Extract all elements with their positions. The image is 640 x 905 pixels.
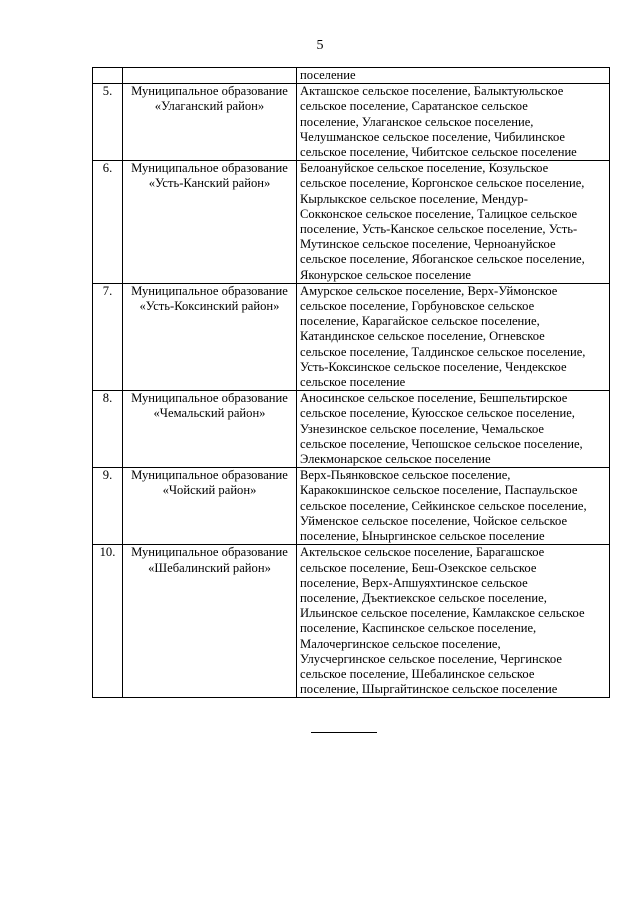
municipality-name-line: Муниципальное образование bbox=[131, 161, 288, 176]
settlements-line: Усть-Коксинское сельское поселение, Чендекское bbox=[300, 359, 567, 374]
settlements-line: Мутинское сельское поселение, Черноануйское bbox=[300, 237, 556, 252]
settlements-line: сельское поселение, Ябоганское сельское поселение, bbox=[300, 252, 585, 267]
settlements-line: Амурское сельское поселение, Верх-Уймонское bbox=[300, 283, 558, 298]
settlements-line: поселение bbox=[300, 68, 356, 82]
settlements-line: сельское поселение, Чепошское сельское поселение, bbox=[300, 436, 583, 451]
settlements-line: Катандинское сельское поселение, Огневское bbox=[300, 329, 545, 344]
end-rule bbox=[311, 732, 377, 733]
municipality-name bbox=[123, 468, 297, 545]
settlements-line: поселение, Дъектиекское сельское поселение, bbox=[300, 590, 547, 605]
settlements-line: Челушманское сельское поселение, Чибилинское bbox=[300, 129, 566, 144]
settlements-line: Ильинское сельское поселение, Камлакское сельское bbox=[300, 606, 585, 621]
table-row bbox=[93, 68, 610, 84]
table-row bbox=[93, 283, 610, 390]
municipal-table bbox=[92, 67, 610, 698]
settlements-line: Узнезинское сельское поселение, Чемальское bbox=[300, 421, 545, 436]
settlements-list bbox=[297, 161, 610, 284]
settlements-line: Уйменское сельское поселение, Чойское сельское bbox=[300, 513, 568, 528]
settlements-line: сельское поселение, Горбуновское сельское bbox=[300, 299, 535, 314]
settlements-line: поселение, Каспинское сельское поселение, bbox=[300, 621, 537, 636]
settlements-line: поселение, Карагайское сельское поселение, bbox=[300, 314, 540, 329]
settlements-line: поселение, Шыргайтинское сельское поселение bbox=[300, 682, 558, 697]
settlements-line: Сокконское сельское поселение, Талицкое сельское bbox=[300, 206, 578, 221]
settlements-line: Актельское сельское поселение, Барагашское bbox=[300, 545, 545, 560]
row-number: 9. bbox=[93, 468, 123, 545]
settlements-list bbox=[297, 545, 610, 698]
row-number: 6. bbox=[93, 161, 123, 284]
settlements-line: сельское поселение bbox=[300, 375, 406, 390]
row-number: 5. bbox=[93, 84, 123, 161]
settlements-list bbox=[297, 391, 610, 468]
settlements-line: Каракокшинское сельское поселение, Паспаульское bbox=[300, 483, 578, 498]
municipality-name-line: Муниципальное образование bbox=[131, 391, 288, 406]
settlements-line: поселение, Ыныргинское сельское поселение bbox=[300, 529, 545, 544]
settlements-line: сельское поселение, Чибитское сельское поселение bbox=[300, 145, 577, 160]
settlements-line: Элекмонарское сельское поселение bbox=[300, 452, 491, 467]
settlements-line: сельское поселение, Беш-Озекское сельское bbox=[300, 560, 537, 575]
settlements-line: сельское поселение, Саратанское сельское bbox=[300, 99, 528, 114]
settlements-line: сельское поселение, Куюсское сельское поселение, bbox=[300, 406, 575, 421]
settlements-line: Аносинское сельское поселение, Бешпельтирское bbox=[300, 391, 568, 406]
page-number: 5 bbox=[316, 38, 324, 53]
municipality-name bbox=[123, 283, 297, 390]
municipality-name-line: «Чойский район» bbox=[162, 483, 257, 498]
municipality-name-line: «Чемальский район» bbox=[153, 406, 266, 421]
settlements-list bbox=[297, 283, 610, 390]
settlements-list bbox=[297, 68, 610, 84]
settlements-list bbox=[297, 468, 610, 545]
settlements-list bbox=[297, 84, 610, 161]
settlements-line: Малочергинское сельское поселение, bbox=[300, 636, 501, 651]
row-number: 8. bbox=[93, 391, 123, 468]
settlements-line: Белоануйское сельское поселение, Козульское bbox=[300, 161, 549, 176]
row-number: 10. bbox=[93, 545, 123, 698]
settlements-line: поселение, Улаганское сельское поселение, bbox=[300, 114, 534, 129]
settlements-line: Акташское сельское поселение, Балыктуюльское bbox=[300, 84, 564, 99]
municipality-name bbox=[123, 391, 297, 468]
table-row bbox=[93, 161, 610, 284]
municipality-name-line: «Улаганский район» bbox=[154, 99, 265, 114]
settlements-line: сельское поселение, Коргонское сельское поселение, bbox=[300, 176, 585, 191]
row-number bbox=[93, 68, 123, 84]
municipality-name-line: «Шебалинский район» bbox=[148, 560, 271, 575]
municipality-name-line: Муниципальное образование bbox=[131, 283, 288, 298]
settlements-line: сельское поселение, Талдинское сельское поселение, bbox=[300, 344, 586, 359]
municipality-name-line: Муниципальное образование bbox=[131, 545, 288, 560]
municipality-name-line: «Усть-Канский район» bbox=[148, 176, 271, 191]
settlements-line: сельское поселение, Шебалинское сельское bbox=[300, 666, 535, 681]
settlements-line: сельское поселение, Сейкинское сельское поселение, bbox=[300, 498, 587, 513]
municipality-name bbox=[123, 68, 297, 84]
settlements-line: поселение, Усть-Канское сельское поселение, Усть- bbox=[300, 222, 578, 237]
municipality-name bbox=[123, 84, 297, 161]
municipality-name-line: Муниципальное образование bbox=[131, 468, 288, 483]
municipality-name bbox=[123, 161, 297, 284]
table-body bbox=[93, 68, 610, 698]
table-row bbox=[93, 391, 610, 468]
settlements-line: Яконурское сельское поселение bbox=[300, 267, 472, 282]
settlements-line: Улусчергинское сельское поселение, Чергинское bbox=[300, 651, 562, 666]
table-row bbox=[93, 468, 610, 545]
municipality-name-line: «Усть-Коксинский район» bbox=[139, 299, 280, 314]
table-row bbox=[93, 545, 610, 698]
row-number: 7. bbox=[93, 283, 123, 390]
municipality-name-line: Муниципальное образование bbox=[131, 84, 288, 99]
settlements-line: поселение, Верх-Апшуяхтинское сельское bbox=[300, 575, 528, 590]
settlements-line: Верх-Пьянковское сельское поселение, bbox=[300, 468, 511, 483]
municipality-name bbox=[123, 545, 297, 698]
settlements-line: Кырлыкское сельское поселение, Мендур- bbox=[300, 191, 528, 206]
table-row bbox=[93, 84, 610, 161]
